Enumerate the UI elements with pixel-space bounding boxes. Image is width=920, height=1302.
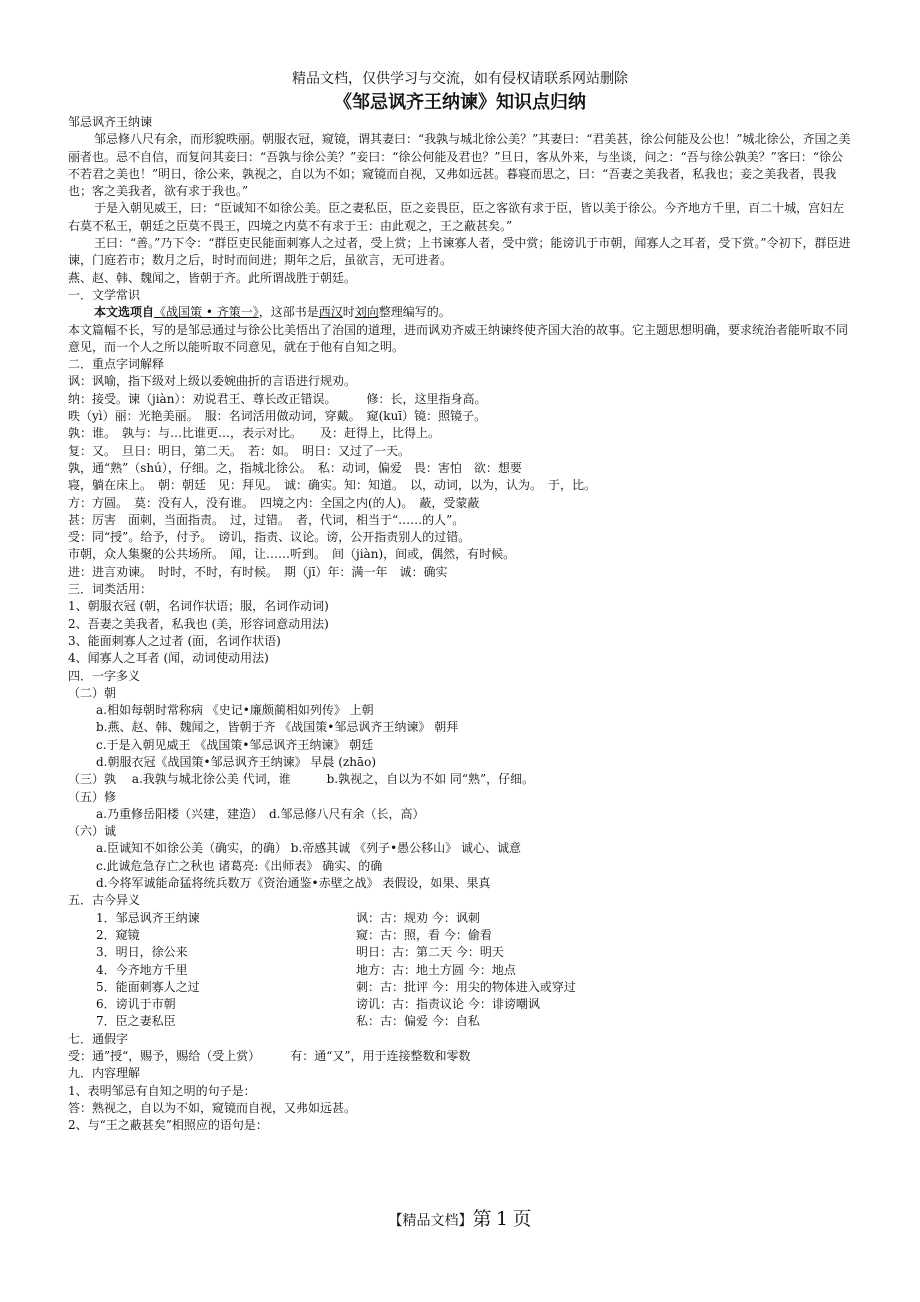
gujin-row: 3．明日，徐公来 明日：古：第二天 今：明天: [96, 945, 504, 960]
gujin-row: 6．谤讥于市朝 谤讥：古：指责议论 今：诽谤嘲讽: [96, 997, 540, 1012]
vocab-line: 寝，躺在床上。 朝：朝廷 见：拜见。 诚：确实。知：知道。 以，动词，以为，认为。 于，比。: [68, 478, 597, 493]
sub-heading: （六）诚: [68, 824, 117, 839]
vocab-line: 孰，通“熟”（shú），仔细。之，指城北徐公。 私：动词，偏爱 畏：害怕 欲：想要: [68, 460, 522, 475]
list-item: d.今将军诚能命猛将统兵数万《资治通鉴•赤壁之战》 表假设，如果、果真: [96, 876, 491, 891]
vocab-line: 复：又。 旦日：明日，第二天。 若：如。 明日：又过了一天。: [68, 443, 411, 458]
vocab-line: 昳（yì）丽：光艳美丽。 服：名词活用做动词，穿戴。 窥(kuī）镜：照镜子。: [68, 409, 487, 424]
question: 2、与“王之蔽甚矣”相照应的语句是：: [68, 1118, 268, 1133]
vocab-line: 方：方圆。 莫：没有人，没有谁。 四境之内：全国之内(的人)。 蔽，受蒙蔽: [68, 495, 480, 510]
section-heading: 三．词类活用：: [68, 582, 153, 597]
list-item: d.朝服衣冠《战国策•邹忌讽齐王纳谏》 早晨 (zhāo): [96, 754, 376, 769]
gujin-row: 1．邹忌讽齐王纳谏 讽：古：规劝 今：讽刺: [96, 910, 480, 925]
answer: 答：熟视之，自以为不如，窥镜而自视，又弗如远甚。: [68, 1100, 357, 1115]
paragraph: 王曰：“善。”乃下令：“群臣吏民能面刺寡人之过者，受上赏；上书谏寡人者，受中赏；能谤讥于市朝，闻寡人之耳者，受下赏。”令初下，群臣进谏，门庭若市；数月之后，时时而间进；期年之后，虽欲言，无可进者。: [68, 236, 851, 268]
list-item: c.此诚危急存亡之秋也 诸葛亮:《出师表》 确实、的确: [96, 858, 383, 873]
page-footer: [0, 1204, 920, 1231]
section-heading: 一．文学常识: [68, 287, 141, 302]
vocab-line: 进：进言劝谏。 时时，不时，有时候。 期（jī）年：满一年 诚：确实: [68, 564, 448, 579]
section-heading: 九．内容理解: [68, 1066, 141, 1081]
list-item: 受：通”授“，赐予，赐给（受上赏） 有：通“又”，用于连接整数和零数: [68, 1049, 471, 1064]
sub-heading: （二）朝: [68, 685, 117, 700]
list-item: c.于是入朝见威王 《战国策•邹忌讽齐王纳谏》 朝廷: [96, 737, 374, 752]
sub-heading: （五）修: [68, 789, 117, 804]
paragraph: 于是入朝见威王，曰：“臣诚知不如徐公美。臣之妻私臣，臣之妾畏臣，臣之客欲有求于臣，皆以美于徐公。今齐地方千里，百二十城，宫妇左右莫不私王，朝廷之臣莫不畏王，四境之内莫不有求于王：由此观之，王之蔽甚矣。”: [68, 201, 845, 233]
vocab-line: 市朝，众人集聚的公共场所。 闻，让……听到。 间（jiàn)，间或，偶然，有时候。: [68, 547, 516, 562]
source-book: 《战国策 • 齐策一》: [154, 305, 259, 320]
gujin-row: 5．能面刺寡人之过 刺：古：批评 今：用尖的物体进入或穿过: [96, 979, 576, 994]
gujin-row: 4．今齐地方千里 地方：古：地土方圆 今：地点: [96, 962, 516, 977]
sub-heading: （三）孰 a.我孰与城北徐公美 代词，谁 b.孰视之，自以为不如 同“熟”，仔细。: [68, 772, 535, 787]
paragraph: 本文篇幅不长，写的是邹忌通过与徐公比美悟出了治国的道理，进而讽劝齐威王纳谏终使齐国大治的故事。它主题思想明确，要求统治者能听取不同意见，而一个人之所以能听取不同意见，就在于他有自知之明。: [68, 322, 849, 354]
source-line: 本文选项自《战国策 • 齐策一》，这部书是西汉时刘向整理编写的。: [94, 305, 451, 320]
footer-page-number: 1: [495, 1208, 509, 1230]
section-heading: 四．一字多义: [68, 668, 141, 683]
section-heading: 邹忌讽齐王纳谏: [68, 115, 153, 129]
list-item: 2、吾妻之美我者，私我也 (美，形容词意动用法): [68, 616, 329, 631]
source-author: 刘向: [354, 305, 379, 320]
vocab-line: 受：同“授”。给予，付予。 谤讥，指责、议论。谤，公开指责别人的过错。: [68, 530, 471, 545]
paragraph: 燕、赵、韩、魏闻之，皆朝于齐。此所谓战胜于朝廷。: [68, 270, 357, 285]
page-header: 精品文档，仅供学习与交流，如有侵权请联系网站删除: [292, 71, 628, 87]
list-item: 3、能面刺寡人之过者 (面，名词作状语): [68, 633, 281, 648]
vocab-line: 讽：讽喻，指下级对上级以委婉曲折的言语进行规劝。: [68, 374, 357, 389]
list-item: a.乃重修岳阳楼（兴建，建造） d.邹忌修八尺有余（长，高）: [96, 806, 425, 821]
page-title: 《邹忌讽齐王纳谏》知识点归纳: [334, 92, 586, 113]
list-item: b.燕、赵、韩、魏闻之，皆朝于齐 《战国策•邹忌讽齐王纳谏》 朝拜: [96, 720, 459, 735]
list-item: 1、朝服衣冠 (朝，名词作状语；服，名词作动词): [68, 599, 329, 614]
footer-page-suffix: 页: [512, 1208, 532, 1230]
gujin-row: 7．臣之妻私臣 私：古：偏爱 今：自私: [96, 1014, 480, 1029]
vocab-line: 孰：谁。 孰与：与…比谁更…，表示对比。 及：赶得上，比得上。: [68, 426, 441, 441]
list-item: a.臣诚知不如徐公美（确实，的确） b.帝感其诚 《列子•愚公移山》 诚心、诚意: [96, 841, 521, 856]
vocab-line: 甚：厉害 面刺，当面指责。 过，过错。 者，代词，相当于“……的人”。: [68, 512, 465, 527]
paragraph: 邹忌修八尺有余，而形貌昳丽。朝服衣冠，窥镜，谓其妻曰：“我孰与城北徐公美？”其妻曰：“君美甚，徐公何能及公也！”城北徐公，齐国之美丽者也。忌不自信，而复问其妾曰：“吾孰与徐公美？”妾曰：“徐公何能及君也？”旦日，客从外来，与坐谈，问之：“吾与徐公孰美？”客曰：“徐公不若君之美也！”明日，徐公来，孰视之，自以为不如；窥镜而自视，又弗如远甚。暮寝而思之，曰：“吾妻之美我者，私我也；妾之美我者，畏我也；客之美我者，欲有求于我也。”: [68, 132, 851, 199]
list-item: 4、闻寡人之耳者 (闻，动词使动用法): [68, 651, 269, 666]
list-item: a.相如每朝时常称病 《史记•廉颇蔺相如列传》 上朝: [96, 703, 374, 718]
section-heading: 五．古今异义: [68, 893, 141, 908]
section-heading: 二．重点字词解释: [68, 357, 165, 372]
question: 1、表明邹忌有自知之明的句子是：: [68, 1083, 256, 1098]
section-heading: 七．通假字: [68, 1031, 129, 1046]
footer-page-prefix: 第: [472, 1208, 492, 1230]
footer-label: 【精品文档】: [388, 1213, 473, 1229]
source-label: 本文选项自: [94, 305, 155, 320]
gujin-row: 2．窥镜 窥：古：照，看 今：偷看: [96, 927, 492, 942]
vocab-line: 纳：接受。谏（jiàn）：劝说君王、尊长改正错误。 修：长，这里指身高。: [68, 391, 487, 406]
document-body: [68, 114, 852, 1135]
source-dynasty: 西汉: [318, 305, 343, 320]
